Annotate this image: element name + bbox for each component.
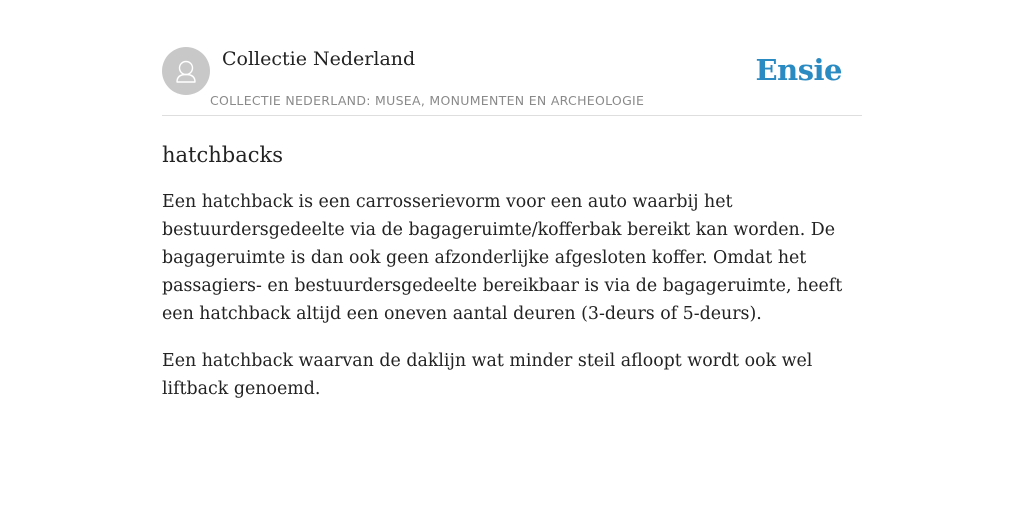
article-paragraph-2: Een hatchback waarvan de daklijn wat minder steil afloopt wordt ook wel liftback genoemd. (162, 351, 813, 399)
article-title: hatchbacks (162, 143, 283, 167)
page (162, 0, 862, 403)
user-icon (162, 47, 210, 95)
author-subtitle: COLLECTIE NEDERLAND: MUSEA, MONUMENTEN EN ARCHEOLOGIE (210, 93, 645, 108)
article-paragraph-1: Een hatchback is een carrosserievorm voor een auto waarbij het bestuurdersgedeelte via de bagageruimte/kofferbak bereikt kan worden. De bagageruimte is dan ook geen afzonderlijke afgesloten koffer. Omdat het passagiers- en bestuurdersgedeelte bereikbaar is via de bagageruimte, heeft een hatchback altijd een oneven aantal deuren (3-deurs of 5-deurs). (162, 192, 843, 324)
author-name[interactable]: Collectie Nederland (222, 48, 416, 70)
author-header (162, 47, 862, 116)
brand-logo[interactable]: Ensie (755, 53, 842, 87)
avatar[interactable] (162, 47, 210, 95)
